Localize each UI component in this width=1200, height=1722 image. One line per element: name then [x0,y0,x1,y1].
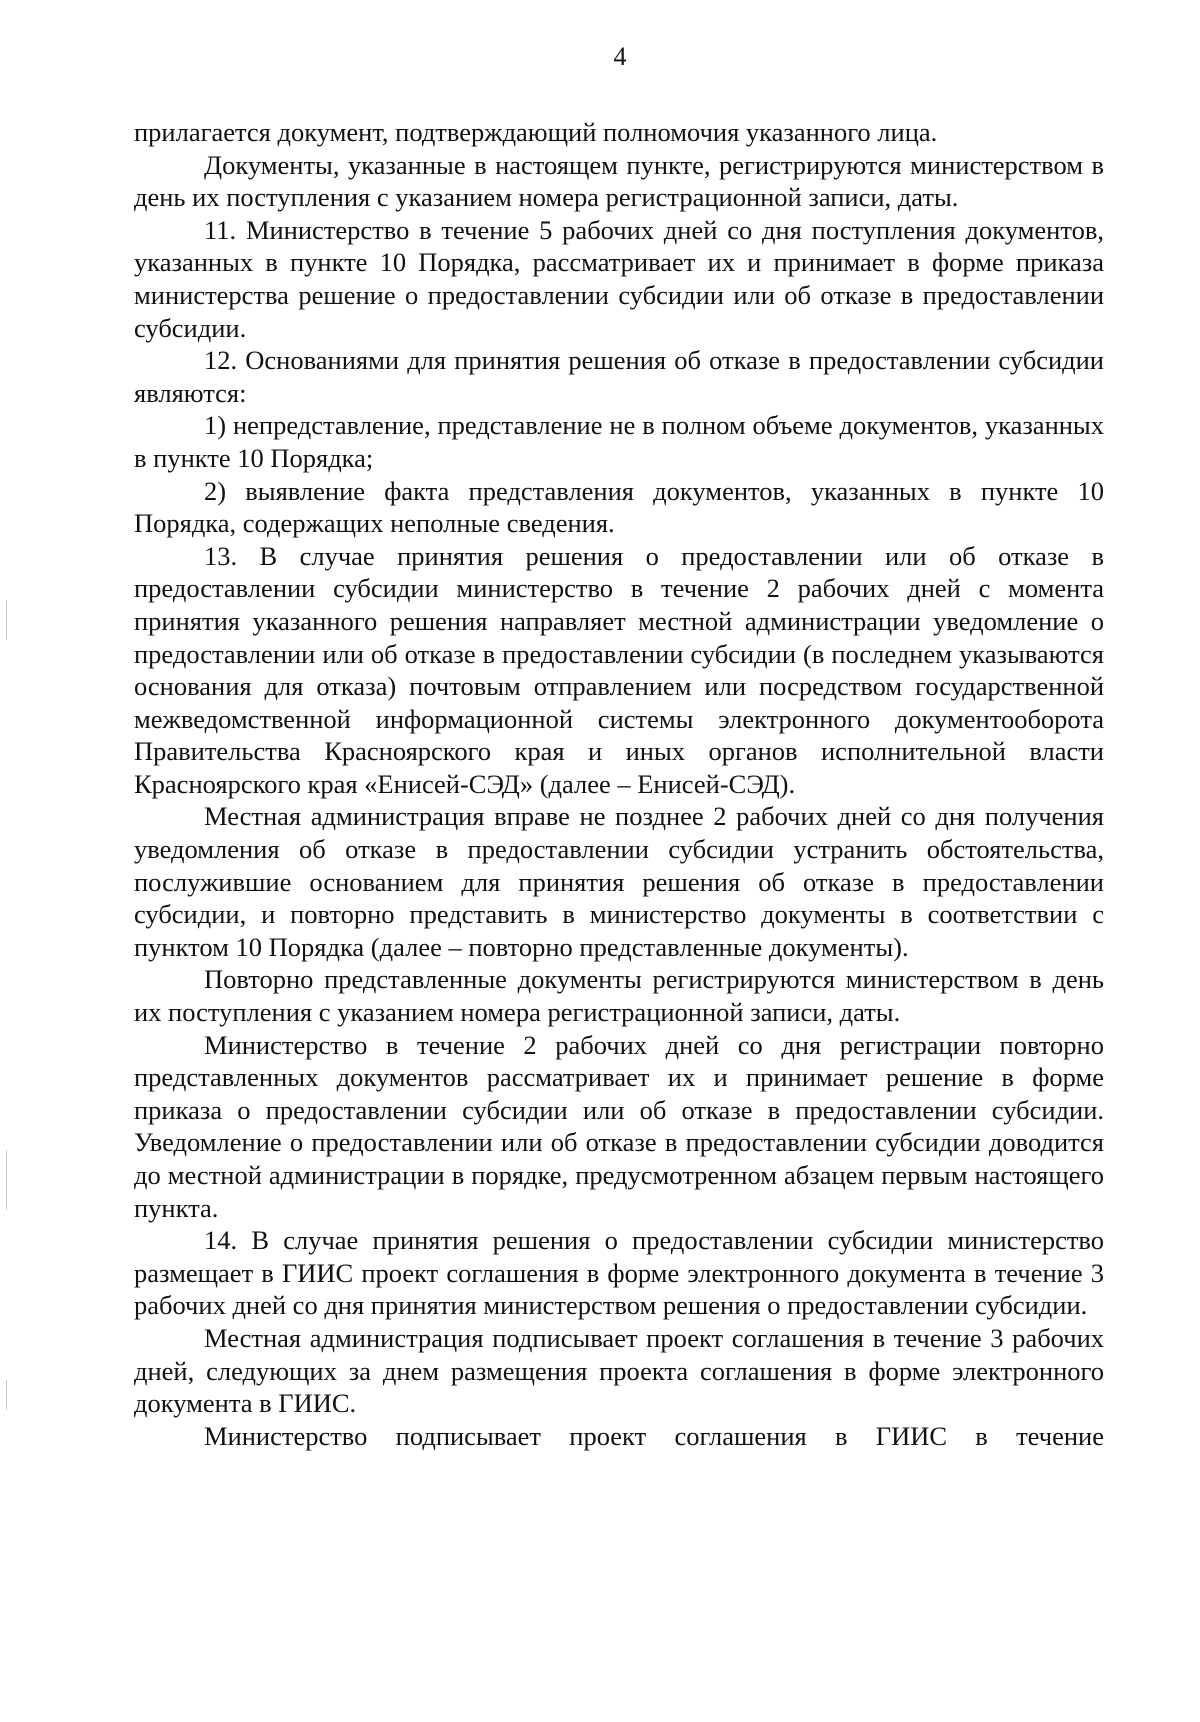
paragraph: 2) выявление факта представления документов, указанных в пункте 10 Порядка, содержащих неполные сведения. [134,475,1104,539]
paragraph: 13. В случае принятия решения о предоставлении или об отказе в предоставлении субсидии министерство в течение 2 рабочих дней с момента принятия указанного решения направляет местной администрации уведомление о предоставлении или об отказе в предоставлении субсидии (в последнем указываются основания для отказа) почтовым отправлением или посредством государственной межведомственной информационной системы электронного документооборота Правительства Красноярского края и иных органов исполнительной власти Красноярского края «Енисей-СЭД» (далее – Енисей-СЭД). [134,540,1104,799]
paragraph: Повторно представленные документы регистрируются министерством в день их поступления с указанием номера регистрационной записи, даты. [134,964,1104,1028]
paragraph: 11. Министерство в течение 5 рабочих дней со дня поступления документов, указанных в пункте 10 Порядка, рассматривает их и принимает в форме приказа министерства решение о предоставлении субсидии или об отказе в предоставлении субсидии. [134,214,1104,343]
paragraph: Местная администрация подписывает проект соглашения в течение 3 рабочих дней, следующих за днем размещения проекта соглашения в форме электронного документа в ГИИС. [134,1322,1104,1419]
paragraph: 14. В случае принятия решения о предоставлении субсидии министерство размещает в ГИИС проект соглашения в форме электронного документа в течение 3 рабочих дней со дня принятия министерством решения о предоставлении субсидии. [134,1225,1104,1321]
paragraph: Местная администрация вправе не позднее 2 рабочих дней со дня получения уведомления об отказе в предоставлении субсидии устранить обстоятельства, послужившие основанием для принятия решения об отказе в предоставлении субсидии, и повторно представить в министерство документы в соответствии с пунктом 10 Порядка (далее – повторно представленные документы). [134,801,1104,962]
paragraph: 1) непредставление, представление не в полном объеме документов, указанных в пункте 10 Порядка; [134,410,1104,473]
paragraph: прилагается документ, подтверждающий полномочия указанного лица. [134,117,938,147]
scan-edge-mark [6,1380,7,1410]
paragraph: Министерство в течение 2 рабочих дней со дня регистрации повторно представленных документов рассматривает их и принимает решение в форме приказа о предоставлении субсидии или об отказе в предоставлении субсидии. Уведомление о предоставлении или об отказе в предоставлении субсидии доводится до местной администрации в порядке, предусмотренном абзацем первым настоящего пункта. [134,1029,1104,1223]
document-body [134,116,1104,1452]
scan-edge-mark [6,600,7,640]
scan-edge-mark [6,1150,7,1210]
paragraph: Документы, указанные в настоящем пункте, регистрируются министерством в день их поступления с указанием номера регистрационной записи, даты. [134,149,1104,213]
page-number: 4 [613,42,627,71]
paragraph: Министерство подписывает проект соглашения в ГИИС в течение [204,1420,1104,1451]
paragraph: 12. Основаниями для принятия решения об отказе в предоставлении субсидии являются: [134,345,1104,408]
